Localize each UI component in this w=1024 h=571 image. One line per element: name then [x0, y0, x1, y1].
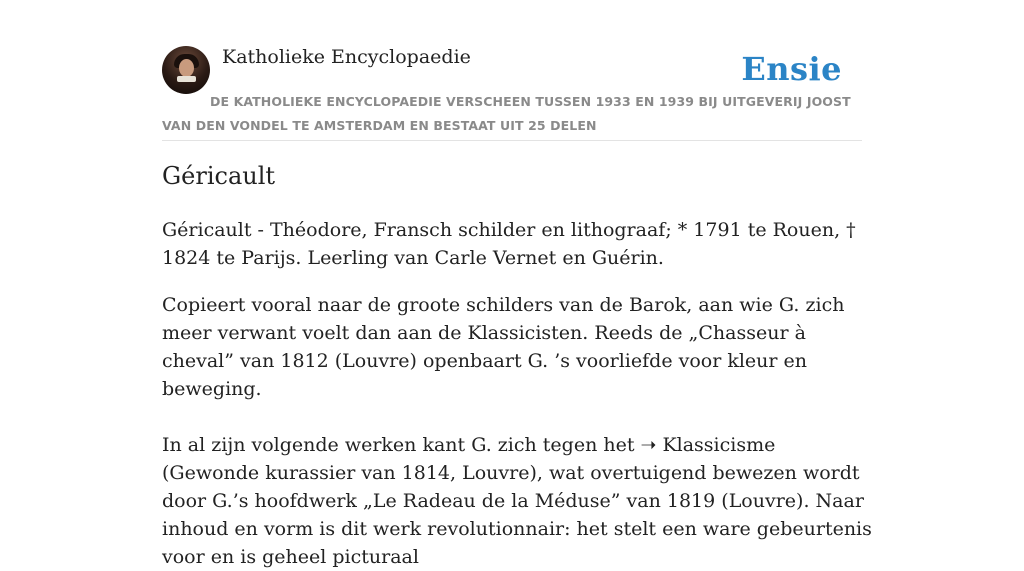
avatar-face: [179, 59, 194, 77]
site-tagline: DE KATHOLIEKE ENCYCLOPAEDIE VERSCHEEN TUSSEN 1933 EN 1939 BIJ UITGEVERIJ JOOST VAN DEN VONDEL TE AMSTERDAM EN BESTAAT UIT 25 DELEN: [162, 94, 851, 133]
article-paragraph: In al zijn volgende werken kant G. zich tegen het ➝ Klassicisme (Gewonde kurassier van 1814, Louvre), wat overtuigend bewezen wordt door G.’s hoofdwerk „Le Radeau de la Méduse” van 1819 (Louvre). Naar inhoud en vorm is dit werk revolutionnair: het stelt een ware gebeurtenis voor en is geheel picturaal: [162, 434, 872, 568]
brand-logo[interactable]: Ensie: [741, 50, 842, 88]
avatar-collar: [177, 76, 196, 82]
article-paragraph: Géricault - Théodore, Fransch schilder en lithograaf; * 1791 te Rouen, † 1824 te Parijs. Leerling van Carle Vernet en Guérin.: [162, 219, 856, 269]
article-title: Géricault: [162, 162, 276, 190]
article-body: [162, 216, 872, 571]
article-paragraph: Copieert vooral naar de groote schilders van de Barok, aan wie G. zich meer verwant voelt dan aan de Klassicisten. Reeds de „Chasseur à cheval” van 1812 (Louvre) openbaart G. ’s voorliefde voor kleur en beweging.: [162, 294, 845, 400]
site-header: [162, 44, 862, 141]
site-title[interactable]: Katholieke Encyclopaedie: [222, 46, 471, 68]
site-avatar[interactable]: [162, 46, 210, 94]
